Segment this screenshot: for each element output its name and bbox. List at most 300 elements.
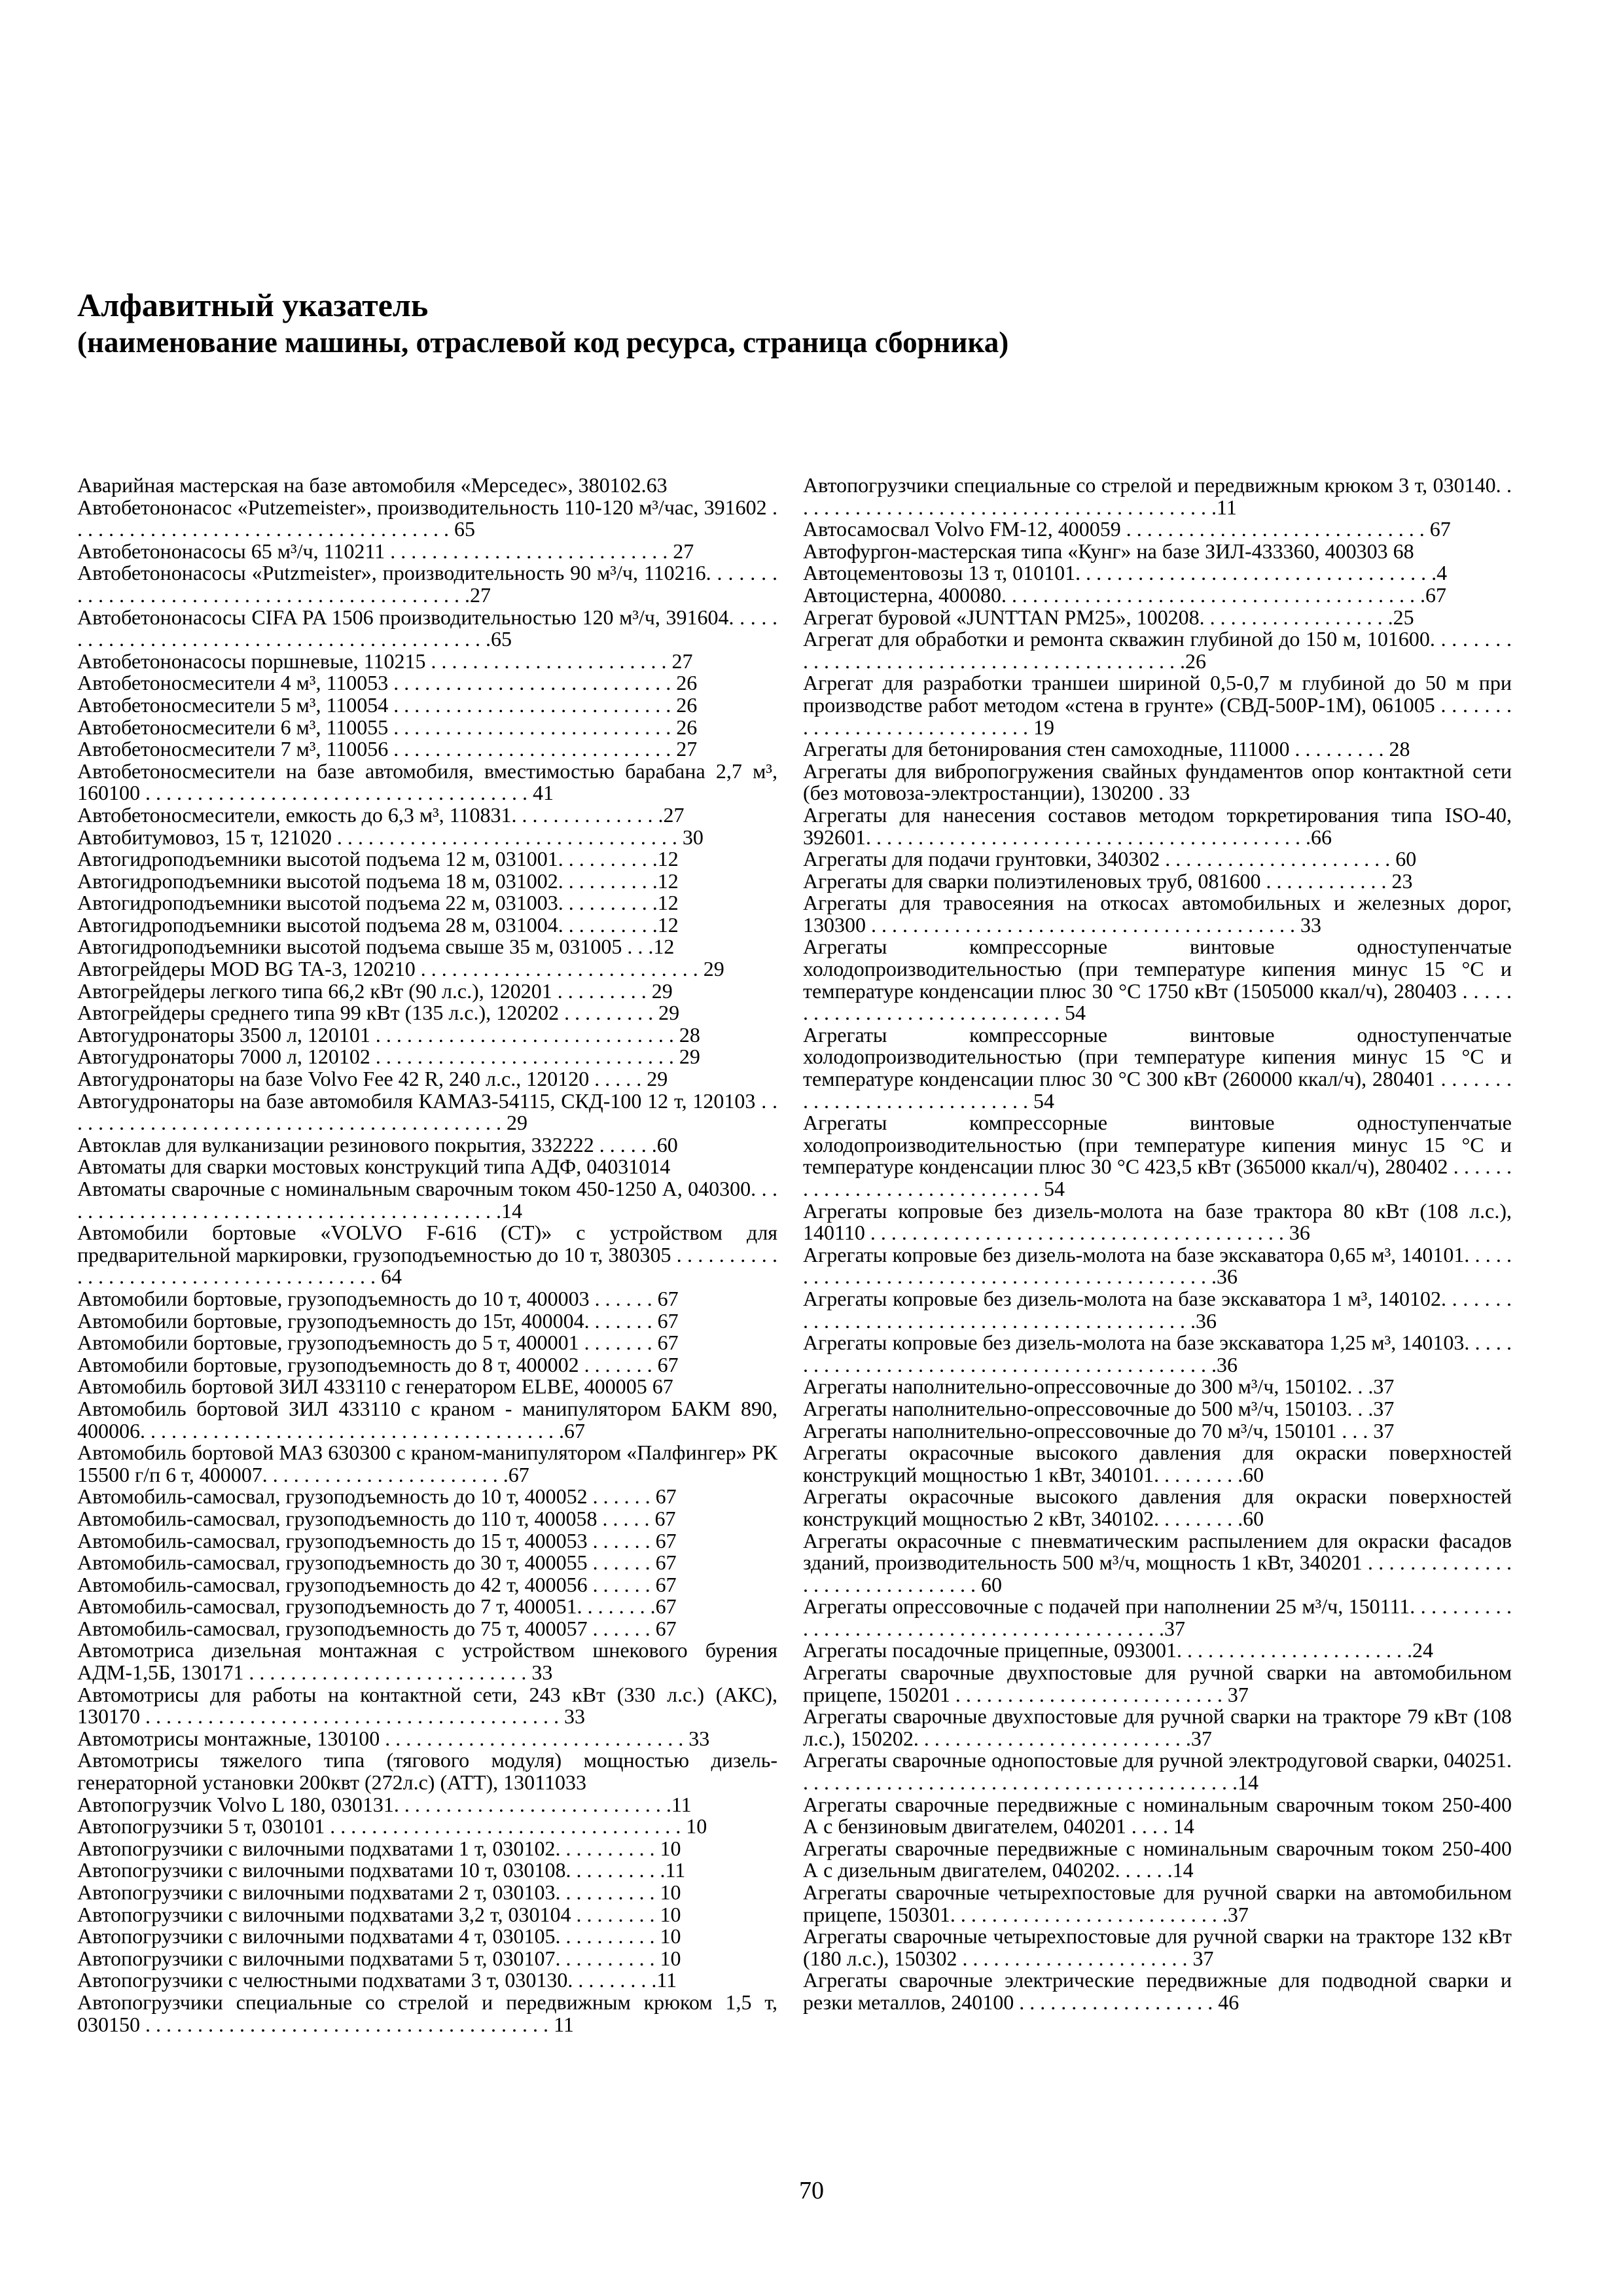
- index-entry: [77, 1926, 777, 1948]
- entry-leader-dots: . . . . .: [597, 1506, 655, 1530]
- entry-page: 25: [1393, 605, 1414, 629]
- entry-leader-dots: . . . . . . . . . .: [558, 912, 658, 937]
- index-entry: [77, 1728, 777, 1750]
- entry-name: Автофургон-мастерская типа «Кунг» на базе ЗИЛ-433360, 400303: [803, 539, 1388, 563]
- entry-name: Автопогрузчики с челюстными подхватами 3 т, 030130: [77, 1968, 568, 1992]
- entry-leader-dots: .: [1153, 781, 1169, 805]
- entry-leader-dots: . . . . . . . . . .: [565, 1858, 666, 1882]
- entry-name: Автобетононасос «Putzemeister», производительность 110-120 м³/час, 391602: [77, 495, 767, 519]
- entry-page: 41: [533, 781, 554, 805]
- entry-leader-dots: . . . . . .: [587, 1616, 656, 1640]
- entry-leader-dots: [1388, 539, 1393, 563]
- index-entry: [803, 1486, 1512, 1530]
- index-entry: [77, 1288, 777, 1310]
- entry-leader-dots: . . .: [1347, 1374, 1374, 1399]
- entry-leader-dots: . . . . . . . . . . . . . . . . . . . . . . . . . . . . . . . . . . . . . . . .: [140, 1704, 564, 1729]
- entry-name: Автомобиль-самосвал, грузоподъемность до 7 т, 400051: [77, 1594, 577, 1619]
- entry-name: Агрегаты сварочные передвижные с номинальным сварочным током 250-400 А с бензиновым двигателем, 040201: [803, 1792, 1512, 1839]
- entry-name: Аварийная мастерская на базе автомобиля «Мерседес», 380102: [77, 473, 641, 497]
- entry-page: 29: [507, 1111, 527, 1135]
- entry-leader-dots: . . . . . . . . . . . . . . . . . . . . . . . . . . . . .: [370, 1022, 679, 1047]
- index-entry: [77, 1068, 777, 1090]
- entry-leader-dots: . . . . . . . . . .: [558, 847, 658, 871]
- entry-page: 29: [703, 957, 724, 981]
- entry-name: Автопогрузчики специальные со стрелой и передвижным крюком 3 т, 030140: [803, 473, 1496, 497]
- entry-name: Автопогрузчики 5 т, 030101: [77, 1814, 325, 1839]
- index-entry: [803, 1244, 1512, 1288]
- entry-name: Автомобили бортовые, грузоподъемность до 5 т, 400001: [77, 1331, 579, 1355]
- index-entry: [77, 1508, 777, 1530]
- entry-page: 10: [660, 1880, 681, 1904]
- entry-leader-dots: . . . . . . . . . . . . . . . . . . . . . . . . . . .: [913, 1726, 1191, 1750]
- index-entry: [77, 651, 777, 673]
- entry-name: Автомобиль бортовой ЗИЛ 433110 с краном - манипулятором БАКМ 890, 400006: [77, 1396, 777, 1443]
- entry-name: Автобитумовоз, 15 т, 121020: [77, 825, 332, 849]
- entry-leader-dots: . . . . . .: [1115, 1858, 1173, 1882]
- entry-name: Автогрейдеры MOD BG TA-3, 120210: [77, 957, 416, 981]
- entry-page: 36: [1289, 1221, 1310, 1245]
- index-entry: [77, 694, 777, 717]
- entry-name: Агрегаты сварочные электрические передвижные для подводной сварки и резки металлов, 240100: [803, 1968, 1512, 2014]
- entry-name: Агрегаты окрасочные высокого давления для окраски поверхностей конструкций мощностью 1 кВт, 340101: [803, 1441, 1512, 1486]
- entry-name: Автогудронаторы на базе Volvo Fee 42 R, 240 л.с., 120120: [77, 1067, 590, 1091]
- index-entry: [803, 1640, 1512, 1662]
- entry-page: 37: [1164, 1616, 1185, 1640]
- entry-leader-dots: . . . . . . . . . . . . . . . . . . . . . . .: [425, 649, 672, 673]
- entry-leader-dots: . . . . . . . . . . . . . . . . . . . . . . .: [1177, 1638, 1413, 1662]
- entry-page: 67: [564, 1418, 585, 1443]
- entry-page: 67: [508, 1462, 529, 1486]
- entry-name: Автогудронаторы 3500 л, 120101: [77, 1022, 370, 1047]
- entry-leader-dots: . . . . . . . . .: [1154, 1506, 1243, 1530]
- entry-page: 67: [657, 1286, 679, 1310]
- entry-page: 11: [554, 2012, 574, 2036]
- entry-leader-dots: . . . . . . . . . . . . . . . . . . . . . . . . . . . . . . . . . . . . . . . . . . . . .: [803, 1242, 1512, 1289]
- entry-leader-dots: . . . . . . . . . . . . . . . . . . . . . . . . . . . . . . . . . . . . . . . . . .: [803, 473, 1512, 519]
- entry-page: 54: [1065, 1001, 1086, 1025]
- entry-leader-dots: . . . . . . . . . . . . . . . . . . . . . . . . . . . . . . . . . . . . . . . . . . .: [77, 1088, 777, 1135]
- entry-page: 27: [676, 737, 698, 761]
- entry-page: 37: [1227, 1902, 1249, 1926]
- entry-page: 46: [1218, 1990, 1240, 2014]
- entry-page: 28: [1389, 737, 1410, 761]
- entry-name: Автомотрисы монтажные, 130100: [77, 1726, 380, 1750]
- index-entry: [77, 958, 777, 980]
- entry-page: 11: [656, 1968, 677, 1992]
- index-entry: [803, 848, 1512, 870]
- entry-name: Агрегат для обработки и ремонта скважин глубиной до 150 м, 101600: [803, 627, 1430, 651]
- entry-page: 23: [1391, 869, 1413, 893]
- entry-leader-dots: . . . . . . . .: [577, 1594, 656, 1619]
- entry-leader-dots: . . . . . . . . . .: [555, 1924, 660, 1948]
- entry-leader-dots: . . .: [1336, 1418, 1374, 1443]
- index-entry: [803, 1530, 1512, 1596]
- entry-name: Автогидроподъемники высотой подъема 28 м, 031004: [77, 912, 558, 937]
- entry-page: 12: [657, 891, 679, 915]
- index-entry: [803, 936, 1512, 1024]
- entry-leader-dots: . . . . . . . . . . . . . . .: [511, 802, 664, 827]
- entry-leader-dots: . . . . . . . . .: [567, 1968, 657, 1992]
- entry-name: Автобетононасосы 65 м³/ч, 110211: [77, 539, 385, 563]
- entry-name: Автобетононасосы CIFA PA 1506 производительностью 120 м³/ч, 391604: [77, 605, 729, 629]
- entry-leader-dots: . . . . . . . . . . . . . . . . . . . . . . . . . . .: [393, 1792, 671, 1816]
- entry-name: Агрегаты компрессорные винтовые одноступенчатые холодопроизводительностью (при температуре кипения минус 15 °С и температуре конденсации плюс 30 °С 300 кВт (260000 ккал/ч), 280401: [803, 1022, 1512, 1091]
- entry-leader-dots: . . . . . . . . . .: [558, 891, 658, 915]
- index-entry: [77, 475, 777, 497]
- entry-page: 60: [981, 1572, 1002, 1596]
- entry-name: Агрегаты для бетонирования стен самоходные, 111000: [803, 737, 1290, 761]
- entry-page: 37: [1373, 1418, 1395, 1443]
- entry-leader-dots: . . . . . . . . . .: [555, 1836, 660, 1860]
- entry-name: Агрегаты окрасочные высокого давления для окраски поверхностей конструкций мощностью 2 кВт, 340102: [803, 1484, 1512, 1530]
- entry-leader-dots: . . . . . .: [587, 1551, 656, 1575]
- entry-page: 68: [1393, 539, 1414, 563]
- entry-leader-dots: . . . . . . . . . . . . . . . . . . . . . . . . . . .: [950, 1902, 1228, 1926]
- entry-leader-dots: . . . .: [1126, 1814, 1173, 1839]
- entry-leader-dots: . . . . . . . . . . . . . . . . . . . . . . . . . . .: [388, 671, 677, 695]
- entry-name: Автомобиль-самосвал, грузоподъемность до 42 т, 400056: [77, 1572, 588, 1596]
- entry-page: 67: [657, 1331, 679, 1355]
- entry-leader-dots: . . . . . . . . . . . . . . . . . . . . . . . . . . . . . . . . . . . . . . . . . . .: [866, 825, 1311, 849]
- entry-page: 14: [649, 1155, 671, 1179]
- entry-page: 36: [1217, 1265, 1238, 1289]
- entry-page: 14: [501, 1198, 522, 1223]
- entry-name: Агрегаты компрессорные винтовые одноступенчатые холодопроизводительностью (при температуре кипения минус 15 °С и температуре конденсации плюс 30 °С 1750 кВт (1505000 ккал/ч), 280403: [803, 935, 1512, 1003]
- entry-name: Агрегаты наполнительно-опрессовочные до 70 м³/ч, 150101: [803, 1418, 1337, 1443]
- index-entry: [77, 1574, 777, 1596]
- index-entry: [77, 717, 777, 739]
- entry-leader-dots: . . . . . . . . . . . . . . . . . . . . . . . . . . . . .: [380, 1726, 689, 1750]
- entry-page: 14: [1238, 1770, 1258, 1795]
- entry-name: Агрегаты для травосеяния на откосах автомобильных и железных дорог, 130300: [803, 891, 1512, 937]
- entry-name: Автобетоносмесители 5 м³, 110054: [77, 692, 389, 717]
- index-entry: [77, 672, 777, 694]
- index-entry: [77, 980, 777, 1003]
- index-entry: [803, 1662, 1512, 1706]
- index-entry: [77, 914, 777, 937]
- index-entry: [77, 1376, 777, 1398]
- entry-leader-dots: . . . . . . . . .: [552, 978, 652, 1003]
- entry-page: 65: [454, 517, 475, 541]
- entry-page: 67: [655, 1616, 677, 1640]
- entry-page: 28: [679, 1022, 700, 1047]
- entry-page: 66: [1311, 825, 1332, 849]
- entry-page: 67: [655, 1484, 677, 1509]
- entry-leader-dots: . . . . . .: [587, 1528, 656, 1552]
- entry-name: Автоцистерна, 400080: [803, 583, 1001, 607]
- index-entry: [803, 1420, 1512, 1443]
- index-entry: [77, 1552, 777, 1574]
- entry-leader-dots: . . . . . . . . . . . . . . . . . . . . . . . . . . . . . .: [803, 978, 1512, 1025]
- entry-leader-dots: . . . . . . . . . . . . . . . . . . . . . . . . . . . . . . . . . . . . . . . . . . . .: [77, 1177, 778, 1223]
- entry-name: Автомобиль бортовой МАЗ 630300 с краном-манипулятором «Палфингер» РК 15500 г/п 6 т, 400007: [77, 1441, 777, 1486]
- index-entry: [77, 1794, 777, 1816]
- entry-page: 26: [676, 715, 698, 739]
- entry-leader-dots: . . . . . .: [587, 1484, 656, 1509]
- index-entry: [77, 1178, 777, 1222]
- entry-name: Агрегаты сварочные четырехпостовые для ручной сварки на тракторе 132 кВт (180 л.с.), 150302: [803, 1924, 1512, 1970]
- index-entry: [803, 738, 1512, 761]
- index-entry: [77, 1090, 777, 1134]
- index-entry: [803, 584, 1512, 607]
- entry-leader-dots: . . . . . . . . . . . . . . . . . . . . . . . . . . . . . . . . . . . . . . . . .: [140, 1418, 564, 1443]
- entry-leader-dots: . . . . . . . . . . . . . . . . . . . . . . . . . . . . . . .: [803, 1551, 1512, 1596]
- index-entry: [77, 1749, 777, 1793]
- entry-name: Автопогрузчики с вилочными подхватами 3,2 т, 030104: [77, 1902, 571, 1926]
- entry-page: 67: [655, 1572, 677, 1596]
- entry-page: 29: [647, 1067, 668, 1091]
- entry-leader-dots: . . . . . . . . . . . . . . . . . . . . . . . . . . . . . . . . . . . . . . . . .: [1001, 583, 1425, 607]
- entry-leader-dots: [647, 1374, 652, 1398]
- entry-name: Автобетоносмесители 4 м³, 110053: [77, 671, 389, 695]
- entry-name: Агрегаты для вибропогружения свайных фундаментов опор контактной сети (без мотовоза-электростанции), 130200: [803, 759, 1512, 805]
- entry-name: Агрегаты наполнительно-опрессовочные до 300 м³/ч, 150102: [803, 1374, 1347, 1399]
- page-title: Алфавитный указатель: [77, 287, 429, 323]
- entry-name: Автогидроподъемники высотой подъема 12 м, 031001: [77, 847, 558, 871]
- entry-leader-dots: . . . . . . . . . . . . . . . . . . . . . . . . . . . . . . . . . .: [325, 1814, 687, 1839]
- entry-page: 4: [1436, 561, 1448, 585]
- index-entry: [803, 804, 1512, 848]
- entry-leader-dots: . . . . . . . . . . . .: [1260, 869, 1392, 893]
- entry-name: Агрегат буровой «JUNTTAN PM25», 100208: [803, 605, 1200, 629]
- entry-leader-dots: . . . . . . .: [584, 1308, 658, 1333]
- entry-page: 67: [657, 1308, 679, 1333]
- index-entry: [803, 1596, 1512, 1640]
- entry-page: 30: [682, 825, 704, 849]
- entry-name: Автомобили бортовые, грузоподъемность до 15т, 400004: [77, 1308, 584, 1333]
- index-entry: [77, 1332, 777, 1354]
- entry-leader-dots: . . . . . . . . . . . . . . . . . . . . . . . . . . .: [388, 715, 677, 739]
- entry-page: 67: [1429, 517, 1451, 541]
- entry-name: Автогрейдеры легкого типа 66,2 кВт (90 л.с.), 120201: [77, 978, 552, 1003]
- index-entry: [77, 1859, 777, 1882]
- entry-leader-dots: . . . . . . . . . . . . . . . . . . . . . . . . . . .: [388, 737, 677, 761]
- index-entry: [803, 1969, 1512, 2013]
- index-entry: [77, 607, 777, 651]
- entry-name: Автобетоносмесители 6 м³, 110055: [77, 715, 389, 739]
- index-entry: [77, 870, 777, 893]
- entry-leader-dots: . . . . . . . . . . . . . . . . . . . . . . . . . . . . . . . . .: [331, 825, 683, 849]
- index-entry: [803, 892, 1512, 936]
- index-entry: [77, 936, 777, 958]
- index-entry: [803, 518, 1512, 541]
- index-entry: [803, 628, 1512, 672]
- entry-page: 11: [1217, 495, 1237, 519]
- entry-page: 64: [381, 1265, 402, 1289]
- entry-leader-dots: . . . . . . . . . . . . . . . . . . . . . .: [957, 1946, 1193, 1970]
- entry-name: Автогидроподъемники высотой подъема свыше 35 м, 031005: [77, 935, 622, 959]
- entry-name: Автомобиль бортовой ЗИЛ 433110 с генератором ELBE, 400005: [77, 1374, 647, 1399]
- entry-page: 37: [1373, 1374, 1395, 1399]
- entry-page: 67: [655, 1594, 677, 1619]
- entry-leader-dots: . . . . . . . . . . . . . . . . . . . . . .: [1160, 847, 1396, 871]
- index-entry: [77, 1948, 777, 1970]
- entry-leader-dots: . . . . . . . . . . . . . . . . . . . . . . . . . . . . .: [803, 692, 1512, 739]
- index-entry: [77, 1222, 777, 1288]
- index-entry: [803, 1200, 1512, 1244]
- index-entry: [77, 1486, 777, 1508]
- entry-page: 60: [1243, 1506, 1264, 1530]
- entry-page: 26: [1185, 649, 1206, 673]
- entry-page: 67: [657, 1352, 679, 1376]
- entry-name: Агрегат для разработки траншеи шириной 0,5-0,7 м глубиной до 50 м при производстве работ методом «стена в грунте» (СВД-500Р-1М), 061005: [803, 671, 1512, 717]
- entry-name: Автопогрузчики с вилочными подхватами 4 т, 030105: [77, 1924, 556, 1948]
- entry-page: 11: [671, 1792, 692, 1816]
- index-entry: [77, 1618, 777, 1640]
- entry-name: Автобетоносмесители на базе автомобиля, вместимостью барабана 2,7 м³, 160100: [77, 759, 777, 805]
- entry-leader-dots: . . . . . . . . . . . . . . . . . . . . . . . . . . . . . . . . . . . . . . . . . . . . .: [803, 1594, 1512, 1640]
- index-entry: [803, 1398, 1512, 1420]
- index-entry: [803, 562, 1512, 584]
- entry-leader-dots: . . . . . . . . . . . . . . . . . . . . . . . . . . . . . . . . . . . . . . . . . . . . .: [77, 605, 778, 651]
- index-entry: [803, 761, 1512, 804]
- entry-page: 33: [565, 1770, 586, 1795]
- entry-page: 33: [1169, 781, 1190, 805]
- index-entry: [77, 497, 777, 541]
- index-entry: [803, 1749, 1512, 1793]
- index-column-left: [77, 475, 777, 2036]
- entry-name: Агрегаты окрасочные с пневматическим распылением для окраски фасадов зданий, производительность 500 м³/ч, мощность 1 кВт, 340201: [803, 1528, 1512, 1575]
- entry-page: 29: [658, 1001, 680, 1025]
- entry-page: 12: [657, 869, 679, 893]
- entry-name: Агрегаты сварочные передвижные с номинальным сварочным током 250-400 А с дизельным двигателем, 040202: [803, 1836, 1512, 1882]
- entry-page: 60: [1243, 1462, 1264, 1486]
- index-entry: [77, 1640, 777, 1683]
- index-entry: [803, 1442, 1512, 1486]
- entry-name: Автопогрузчики с вилочными подхватами 10 т, 030108: [77, 1858, 566, 1882]
- index-entry: [803, 607, 1512, 629]
- entry-page: 14: [1172, 1858, 1194, 1882]
- index-heading: [77, 285, 1517, 360]
- entry-page: 67: [655, 1551, 677, 1575]
- index-entry: [77, 1354, 777, 1376]
- entry-name: Автомобили бортовые, грузоподъемность до 10 т, 400003: [77, 1286, 590, 1310]
- index-entry: [803, 1794, 1512, 1838]
- index-entry: [77, 1596, 777, 1618]
- entry-page: 60: [656, 1132, 678, 1157]
- entry-leader-dots: . . . . . . . . .: [1154, 1462, 1243, 1486]
- entry-leader-dots: . . . . . . . . . . . . . . . . . . . . . . . . . . . . . . . . . . . . . . . . . . . . .: [803, 1331, 1512, 1376]
- index-entry: [77, 1024, 777, 1047]
- entry-name: Автогидроподъемники высотой подъема 22 м, 031003: [77, 891, 558, 915]
- entry-page: 27: [671, 649, 693, 673]
- index-entry: [77, 541, 777, 563]
- entry-name: Автопогрузчики специальные со стрелой и передвижным крюком 1,5 т, 030150: [77, 1990, 777, 2036]
- entry-page: 11: [665, 1858, 686, 1882]
- index-entry: [77, 1838, 777, 1860]
- entry-page: 27: [673, 539, 694, 563]
- entry-page: 37: [1373, 1396, 1395, 1420]
- index-entry: [77, 892, 777, 914]
- entry-name: Автоматы для сварки мостовых конструкций типа АДФ, 040310: [77, 1155, 650, 1179]
- entry-name: Автоклав для вулканизации резинового покрытия, 332222: [77, 1132, 594, 1157]
- entry-page: 33: [564, 1704, 585, 1729]
- entry-leader-dots: .: [641, 473, 647, 497]
- index-entry: [803, 1288, 1512, 1332]
- entry-leader-dots: . . . . . . . . . . . . . . . . . . . . . . . . . . . . . . . . . . .: [1075, 561, 1437, 585]
- entry-name: Агрегаты сварочные двухпостовые для ручной сварки на тракторе 79 кВт (108 л.с.), 150202: [803, 1704, 1512, 1750]
- entry-page: 67: [652, 1374, 673, 1399]
- entry-name: Автопогрузчики с вилочными подхватами 2 т, 030103: [77, 1880, 556, 1904]
- index-entry: [77, 1156, 777, 1178]
- entry-page: 24: [1412, 1638, 1434, 1662]
- index-entry: [803, 1376, 1512, 1398]
- entry-name: Автоцементовозы 13 т, 010101: [803, 561, 1076, 585]
- entry-leader-dots: . . . . . . . . . . . . . . . . . . . . . . . . . . . . . . . . . . . . .: [140, 781, 533, 805]
- entry-leader-dots: . . . . . .: [594, 1132, 657, 1157]
- entry-leader-dots: . . . . . . . . . . . . . . . . . . . . . . . .: [262, 1462, 508, 1486]
- entry-leader-dots: . . . . . . . . . . . . . . . . . . . . . . . . . . . . . . . . . . . . . . . .: [865, 1221, 1289, 1245]
- entry-leader-dots: . . . . . . . . . . . . . . . . . . .: [1199, 605, 1393, 629]
- entry-name: Автопогрузчик Volvo L 180, 030131: [77, 1792, 394, 1816]
- entry-name: Автомотрисы тяжелого типа (тягового модуля) мощностью дизель-генераторной установки 200квт (272л.с) (АТТ), 130110: [77, 1748, 777, 1795]
- page-subtitle: (наименование машины, отраслевой код ресурса, страница сборника): [77, 326, 1009, 359]
- index-entry: [77, 1992, 777, 2036]
- entry-name: Автобетоносмесители, емкость до 6,3 м³, 110831: [77, 802, 512, 827]
- entry-page: 60: [1395, 847, 1417, 871]
- entry-page: 12: [657, 847, 679, 871]
- entry-leader-dots: . . . . . . . . . .: [558, 869, 658, 893]
- entry-name: Автомобиль-самосвал, грузоподъемность до 10 т, 400052: [77, 1484, 588, 1509]
- entry-name: Агрегаты сварочные двухпостовые для ручной сварки на автомобильном прицепе, 150201: [803, 1660, 1512, 1706]
- index-entry: [77, 562, 777, 606]
- entry-page: 37: [1190, 1726, 1212, 1750]
- index-entry: [77, 1684, 777, 1728]
- entry-name: Автоматы сварочные с номинальным сварочным током 450-1250 А, 040300: [77, 1177, 751, 1200]
- entry-name: Агрегаты для сварки полиэтиленовых труб, 081600: [803, 869, 1261, 893]
- entry-name: Автобетононасосы поршневые, 110215: [77, 649, 426, 673]
- entry-name: Автобетононасосы «Putzmeister», производительность 90 м³/ч, 110216: [77, 561, 706, 585]
- entry-name: Автомобиль-самосвал, грузоподъемность до 30 т, 400055: [77, 1551, 588, 1575]
- index-entry: [77, 1398, 777, 1442]
- entry-page: 26: [676, 671, 698, 695]
- entry-name: Автомобили бортовые, грузоподъемность до 8 т, 400002: [77, 1352, 579, 1376]
- entry-name: Агрегаты посадочные прицепные, 093001: [803, 1638, 1177, 1662]
- index-entry: [77, 1530, 777, 1552]
- entry-name: Автогрейдеры среднего типа 99 кВт (135 л.с.), 120202: [77, 1001, 560, 1025]
- entry-leader-dots: . . . . . . . . . . . . . . . . . . . . . . . . . . .: [415, 957, 704, 981]
- entry-leader-dots: . . . . . . . . . . . . . . . . . . . . . . . . . . . . . . . . . . . . . . .: [77, 1242, 777, 1289]
- index-entry: [803, 1882, 1512, 1926]
- entry-leader-dots: . . . . . . . . .: [559, 1001, 659, 1025]
- index-entry: [77, 1816, 777, 1838]
- entry-page: 67: [1425, 583, 1446, 607]
- entry-name: Агрегаты для нанесения составов методом торкретирования типа ISO-40, 392601: [803, 802, 1512, 849]
- entry-name: Автогидроподъемники высотой подъема 18 м, 031002: [77, 869, 558, 893]
- index-entry: [803, 1706, 1512, 1749]
- entry-page: 29: [679, 1045, 700, 1069]
- entry-leader-dots: . . . . . .: [589, 1286, 658, 1310]
- index-entry: [803, 1112, 1512, 1200]
- entry-leader-dots: . . . . . . . . . . . . . . . . . . . . . . . . . . . . . . . . . . . . . . . . . . . . .: [803, 627, 1512, 673]
- entry-leader-dots: . . . . . . . . . . . . . . . . . . . . . . . . . . . . .: [1120, 517, 1430, 541]
- entry-leader-dots: . . . . . . . . . . . . . . . . . . . . . . . . . .: [950, 1682, 1228, 1706]
- index-entry: [803, 1024, 1512, 1112]
- entry-leader-dots: . . . . . . . . . . . . . . . . . . . . . . . . . . . . . . . . . . . . .: [77, 495, 778, 541]
- entry-page: 14: [1173, 1814, 1194, 1839]
- page-number: 70: [799, 2177, 824, 2204]
- entry-name: Агрегаты копровые без дизель-молота на базе экскаватора 1,25 м³, 140103: [803, 1331, 1465, 1355]
- entry-page: 37: [1227, 1682, 1249, 1706]
- index-entry: [803, 475, 1512, 518]
- index-entry: [803, 1926, 1512, 1969]
- entry-leader-dots: . . . . . . . . . . . . . . . . . . . . . . . . . . .: [385, 539, 673, 563]
- entry-page: 37: [1192, 1946, 1214, 1970]
- entry-page: 12: [657, 912, 679, 937]
- entry-leader-dots: . . . . . . . . . .: [555, 1946, 660, 1970]
- entry-name: Автомобиль-самосвал, грузоподъемность до 75 т, 400057: [77, 1616, 588, 1640]
- entry-page: 10: [660, 1946, 681, 1970]
